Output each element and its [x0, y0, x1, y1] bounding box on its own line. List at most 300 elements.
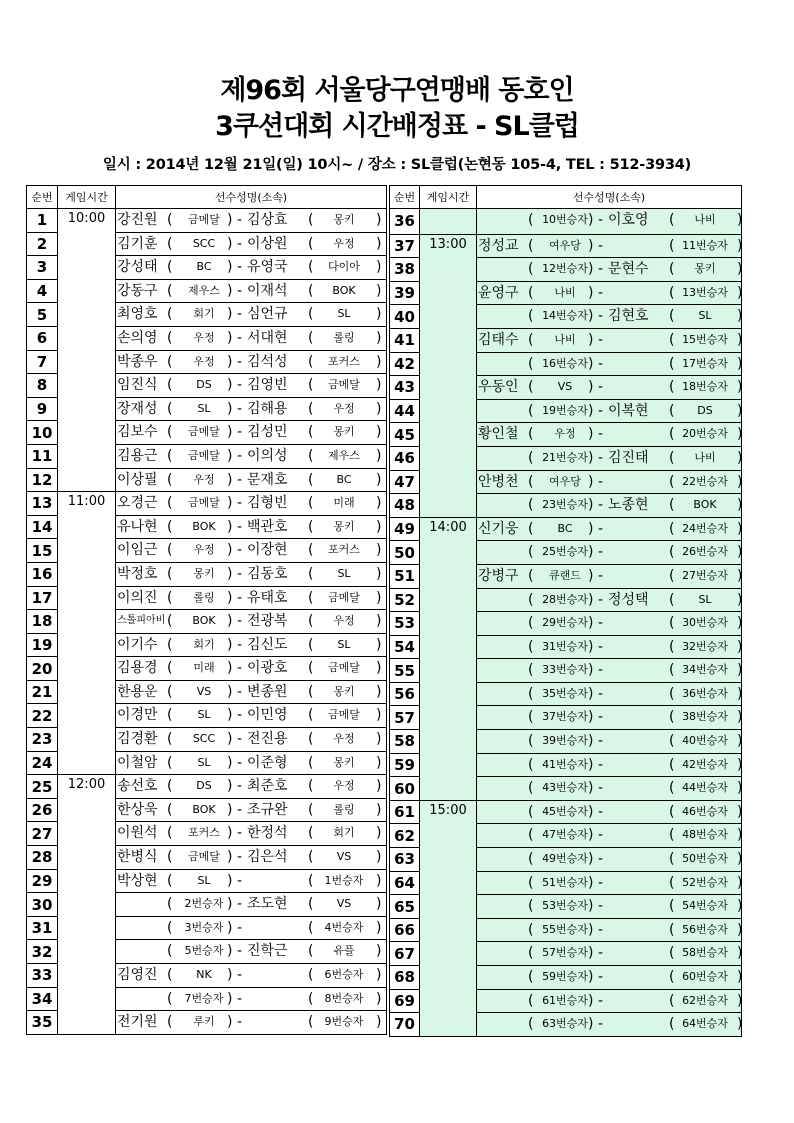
paren-close: ) — [737, 898, 743, 915]
match-players — [116, 444, 387, 468]
paren-close: ) — [737, 709, 743, 726]
player-2-club: 제우스 — [328, 448, 360, 462]
player-2-club: 몽키 — [333, 425, 355, 439]
player-1-name: 황인철 — [478, 426, 519, 443]
paren-open: ( — [167, 212, 173, 228]
match-number: 10 — [27, 421, 58, 445]
separator: - — [598, 308, 604, 325]
match-players — [477, 612, 742, 636]
paren-close: ) — [737, 591, 743, 608]
separator: - — [598, 212, 604, 228]
paren-open: ( — [669, 709, 675, 726]
paren-open: ( — [528, 355, 534, 372]
paren-close: ) — [588, 780, 594, 797]
match-number: 9 — [27, 397, 58, 421]
player-1-club: 나비 — [554, 332, 576, 346]
table-row — [390, 517, 742, 541]
separator: - — [598, 379, 604, 396]
player-2-club: 우정 — [333, 779, 355, 793]
paren-close: ) — [227, 282, 233, 299]
player-1-club: 35번승자 — [542, 686, 588, 700]
player-2-club: 15번승자 — [682, 332, 728, 346]
match-players — [116, 633, 387, 657]
separator: - — [237, 1014, 243, 1031]
player-2-club: 42번승자 — [682, 757, 728, 771]
player-2-club: 11번승자 — [682, 238, 728, 252]
player-1-club: 31번승자 — [542, 639, 588, 653]
match-number: 56 — [390, 682, 420, 706]
separator: - — [598, 733, 604, 750]
table-row — [27, 775, 387, 799]
table-row — [390, 800, 742, 824]
paren-close: ) — [376, 683, 382, 700]
player-1-name: 김용경 — [117, 660, 158, 677]
match-players — [116, 492, 387, 516]
player-2-name: 노종현 — [608, 497, 649, 514]
paren-close: ) — [227, 825, 233, 842]
paren-open: ( — [308, 896, 314, 913]
paren-close: ) — [588, 803, 594, 820]
schedule-table-right — [389, 185, 742, 1037]
table-row — [390, 209, 742, 235]
paren-open: ( — [167, 778, 173, 795]
match-players — [116, 539, 387, 563]
header-time: 게임시간 — [420, 186, 477, 209]
separator: - — [598, 945, 604, 962]
paren-open: ( — [308, 778, 314, 795]
player-2-club: 다이아 — [328, 260, 360, 274]
player-2-club: 6번승자 — [324, 968, 364, 981]
separator: - — [237, 329, 243, 346]
paren-close: ) — [588, 992, 594, 1009]
paren-close: ) — [737, 733, 743, 750]
player-2-club: SL — [337, 307, 351, 321]
player-1-name: 이원석 — [117, 825, 158, 842]
paren-close: ) — [376, 754, 382, 771]
paren-close: ) — [227, 353, 233, 370]
paren-open: ( — [308, 306, 314, 323]
paren-open: ( — [669, 662, 675, 679]
paren-open: ( — [528, 969, 534, 985]
separator: - — [237, 660, 243, 677]
paren-open: ( — [528, 709, 534, 726]
paren-close: ) — [227, 259, 233, 276]
player-2-club: 금메달 — [328, 378, 360, 392]
paren-open: ( — [669, 212, 675, 228]
paren-open: ( — [308, 518, 314, 535]
player-1-name: 한병식 — [117, 849, 158, 866]
match-number: 39 — [390, 281, 420, 305]
player-1-club: SL — [197, 755, 211, 769]
player-2-club: SL — [698, 592, 712, 606]
paren-close: ) — [737, 992, 743, 1009]
player-2-name: 유태호 — [247, 589, 288, 606]
match-players — [116, 279, 387, 303]
paren-close: ) — [376, 825, 382, 842]
player-1-club: SCC — [192, 732, 216, 746]
player-2-club: VS — [336, 850, 352, 864]
paren-close: ) — [737, 969, 743, 985]
player-1-club: 금메달 — [188, 850, 220, 864]
player-1-club: 12번승자 — [542, 262, 588, 276]
player-1-club: 59번승자 — [542, 970, 588, 983]
paren-close: ) — [227, 919, 233, 936]
separator: - — [598, 992, 604, 1009]
match-players — [116, 256, 387, 280]
match-players — [477, 328, 742, 352]
player-2-name: 김석성 — [247, 353, 288, 370]
player-2-name: 백관호 — [247, 518, 288, 535]
event-info: 일시 : 2014년 12월 21일(일) 10시~ / 장소 : SL클럽(논현동 105-4, TEL : 512-3934) — [102, 157, 692, 173]
paren-close: ) — [227, 778, 233, 795]
separator: - — [598, 355, 604, 372]
paren-open: ( — [669, 308, 675, 325]
match-players — [477, 635, 742, 659]
player-2-club: 유플 — [333, 944, 355, 958]
match-players — [477, 423, 742, 447]
player-1-club: 10번승자 — [542, 213, 588, 226]
paren-open: ( — [308, 259, 314, 276]
player-1-club: 19번승자 — [542, 403, 588, 417]
paren-close: ) — [227, 872, 233, 889]
match-players — [116, 940, 387, 964]
paren-close: ) — [588, 733, 594, 750]
paren-open: ( — [167, 235, 173, 252]
match-players — [477, 470, 742, 494]
player-2-club: 48번승자 — [682, 828, 728, 842]
match-number: 63 — [390, 848, 420, 872]
player-1-club: 회기 — [193, 307, 215, 321]
player-2-club: 40번승자 — [682, 734, 728, 748]
paren-close: ) — [588, 473, 594, 490]
match-players — [116, 232, 387, 256]
player-1-club: 37번승자 — [542, 710, 588, 724]
paren-open: ( — [308, 1014, 314, 1031]
player-2-club: 9번승자 — [324, 1015, 364, 1029]
player-1-name: 장재성 — [117, 400, 158, 417]
player-1-club: 금메달 — [188, 496, 220, 510]
player-2-club: 60번승자 — [682, 970, 728, 983]
match-number: 38 — [390, 258, 420, 282]
paren-open: ( — [308, 801, 314, 818]
paren-close: ) — [737, 284, 743, 301]
player-1-name: 박정호 — [117, 565, 158, 582]
player-1-club: 39번승자 — [542, 734, 588, 748]
player-2-club: 우정 — [333, 732, 355, 746]
player-1-club: SL — [197, 401, 211, 415]
match-number: 23 — [27, 728, 58, 752]
paren-close: ) — [227, 306, 233, 323]
paren-close: ) — [737, 756, 743, 773]
player-2-club: SL — [337, 566, 351, 580]
paren-open: ( — [308, 754, 314, 771]
paren-close: ) — [588, 544, 594, 561]
match-number: 69 — [390, 989, 420, 1013]
paren-open: ( — [669, 379, 675, 396]
separator: - — [237, 400, 243, 417]
paren-close: ) — [588, 969, 594, 985]
paren-open: ( — [308, 377, 314, 394]
player-1-club: 25번승자 — [542, 545, 588, 559]
paren-close: ) — [376, 400, 382, 417]
match-number: 29 — [27, 869, 58, 893]
separator: - — [237, 896, 243, 913]
separator: - — [598, 402, 604, 419]
paren-open: ( — [308, 282, 314, 299]
player-1-name: 오경근 — [117, 495, 158, 512]
match-players — [477, 895, 742, 919]
player-2-name: 문현수 — [608, 261, 649, 278]
player-1-club: 우정 — [193, 330, 215, 344]
paren-open: ( — [528, 379, 534, 396]
paren-close: ) — [588, 756, 594, 773]
paren-open: ( — [167, 400, 173, 417]
player-2-club: 우정 — [333, 401, 355, 415]
player-2-club: 30번승자 — [682, 616, 728, 630]
player-1-name: 강병구 — [478, 567, 519, 584]
paren-open: ( — [669, 591, 675, 608]
match-players — [116, 586, 387, 610]
separator: - — [598, 449, 604, 466]
paren-open: ( — [167, 329, 173, 346]
paren-close: ) — [588, 827, 594, 844]
player-1-club: 금메달 — [188, 448, 220, 462]
player-2-club: BOK — [693, 498, 717, 512]
match-number: 41 — [390, 328, 420, 352]
separator: - — [237, 967, 243, 983]
paren-close: ) — [737, 308, 743, 325]
match-number: 36 — [390, 209, 420, 235]
paren-close: ) — [737, 212, 743, 228]
paren-close: ) — [376, 943, 382, 960]
paren-close: ) — [737, 544, 743, 561]
paren-close: ) — [737, 497, 743, 514]
match-players — [116, 515, 387, 539]
match-number: 27 — [27, 822, 58, 846]
player-2-club: 몽키 — [333, 213, 355, 226]
match-number: 6 — [27, 326, 58, 350]
paren-open: ( — [669, 426, 675, 443]
player-1-club: 23번승자 — [542, 498, 588, 512]
player-1-club: 45번승자 — [542, 804, 588, 818]
match-number: 51 — [390, 564, 420, 588]
match-number: 32 — [27, 940, 58, 964]
paren-open: ( — [669, 733, 675, 750]
match-players — [477, 446, 742, 470]
match-number: 45 — [390, 423, 420, 447]
player-2-club: 36번승자 — [682, 686, 728, 700]
match-number: 62 — [390, 824, 420, 848]
paren-close: ) — [588, 898, 594, 915]
paren-open: ( — [669, 780, 675, 797]
player-1-name: 유나현 — [117, 518, 158, 535]
separator: - — [237, 636, 243, 653]
paren-open: ( — [528, 237, 534, 254]
separator: - — [598, 591, 604, 608]
player-2-club: 4번승자 — [324, 920, 364, 934]
match-players — [477, 376, 742, 400]
match-players — [116, 680, 387, 704]
paren-open: ( — [167, 754, 173, 771]
player-1-club: 우정 — [554, 427, 576, 441]
match-players — [116, 1011, 387, 1035]
match-number: 2 — [27, 232, 58, 256]
paren-close: ) — [227, 754, 233, 771]
paren-open: ( — [528, 780, 534, 797]
player-2-club: 20번승자 — [682, 427, 728, 441]
match-number: 16 — [27, 562, 58, 586]
separator: - — [598, 615, 604, 632]
match-number: 8 — [27, 374, 58, 398]
player-2-club: 56번승자 — [682, 922, 728, 936]
player-2-name: 김해용 — [247, 400, 288, 417]
player-1-name: 박종우 — [117, 353, 158, 370]
paren-close: ) — [588, 212, 594, 228]
player-2-club: SL — [698, 309, 712, 323]
paren-open: ( — [167, 565, 173, 582]
paren-close: ) — [376, 801, 382, 818]
paren-close: ) — [227, 943, 233, 960]
player-2-name: 변종원 — [247, 683, 288, 700]
paren-open: ( — [308, 660, 314, 677]
match-number: 26 — [27, 798, 58, 822]
player-1-club: 금메달 — [188, 213, 220, 226]
paren-close: ) — [227, 801, 233, 818]
player-1-name: 한용운 — [117, 683, 158, 700]
player-2-name: 조도현 — [247, 896, 288, 913]
player-1-club: 나비 — [554, 285, 576, 299]
paren-close: ) — [737, 261, 743, 278]
player-2-name: 이복현 — [608, 402, 649, 419]
match-number: 4 — [27, 279, 58, 303]
player-2-club: 포커스 — [328, 354, 360, 368]
match-number: 33 — [27, 964, 58, 988]
paren-open: ( — [528, 685, 534, 702]
player-1-club: 16번승자 — [542, 356, 588, 370]
player-2-club: 58번승자 — [682, 946, 728, 960]
separator: - — [237, 849, 243, 866]
match-number: 48 — [390, 494, 420, 518]
paren-close: ) — [227, 329, 233, 346]
match-number: 25 — [27, 775, 58, 799]
player-1-club: 29번승자 — [542, 616, 588, 630]
game-time: 12:00 — [58, 775, 116, 1035]
separator: - — [237, 424, 243, 441]
match-players — [116, 610, 387, 634]
paren-open: ( — [669, 638, 675, 655]
header-time: 게임시간 — [58, 186, 116, 209]
separator: - — [237, 731, 243, 748]
paren-open: ( — [669, 355, 675, 372]
paren-close: ) — [376, 636, 382, 653]
paren-close: ) — [588, 237, 594, 254]
separator: - — [237, 872, 243, 889]
match-players — [116, 775, 387, 799]
player-1-club: BOK — [192, 519, 216, 533]
player-1-club: SL — [197, 873, 211, 887]
match-number: 55 — [390, 659, 420, 683]
match-number: 21 — [27, 680, 58, 704]
paren-close: ) — [227, 212, 233, 228]
paren-close: ) — [588, 379, 594, 396]
player-1-name: 송선호 — [117, 778, 158, 795]
paren-close: ) — [588, 709, 594, 726]
paren-open: ( — [308, 565, 314, 582]
player-2-club: 13번승자 — [682, 285, 728, 299]
player-1-name: 강성태 — [117, 259, 158, 276]
player-1-club: 제우스 — [188, 283, 220, 297]
player-1-club: SCC — [192, 236, 216, 250]
match-players — [477, 682, 742, 706]
paren-close: ) — [737, 567, 743, 584]
separator: - — [237, 518, 243, 535]
separator: - — [598, 921, 604, 938]
player-2-club: 52번승자 — [682, 875, 728, 889]
player-1-club: 5번승자 — [184, 944, 224, 958]
paren-open: ( — [528, 638, 534, 655]
paren-close: ) — [588, 615, 594, 632]
player-1-club: 2번승자 — [184, 897, 224, 911]
player-1-name: 강진원 — [117, 212, 158, 228]
separator: - — [598, 331, 604, 348]
paren-close: ) — [227, 565, 233, 582]
match-number: 18 — [27, 610, 58, 634]
player-2-club: 17번승자 — [682, 356, 728, 370]
player-1-club: 47번승자 — [542, 828, 588, 842]
match-players — [477, 800, 742, 824]
paren-open: ( — [167, 471, 173, 488]
paren-close: ) — [737, 827, 743, 844]
player-2-name: 전광복 — [247, 613, 288, 630]
paren-close: ) — [588, 355, 594, 372]
paren-close: ) — [376, 495, 382, 512]
paren-close: ) — [737, 921, 743, 938]
player-1-club: 금메달 — [188, 425, 220, 439]
paren-open: ( — [167, 872, 173, 889]
paren-open: ( — [167, 377, 173, 394]
player-1-club: NK — [196, 968, 212, 981]
paren-close: ) — [376, 896, 382, 913]
player-1-name: 우동인 — [478, 379, 519, 396]
paren-close: ) — [227, 990, 233, 1007]
match-number: 14 — [27, 515, 58, 539]
separator: - — [237, 778, 243, 795]
match-players — [477, 517, 742, 541]
player-2-name: 김영빈 — [247, 377, 288, 394]
match-players — [116, 326, 387, 350]
paren-open: ( — [528, 497, 534, 514]
match-players — [477, 824, 742, 848]
paren-close: ) — [227, 849, 233, 866]
player-2-name: 문재호 — [247, 471, 288, 488]
match-number: 31 — [27, 916, 58, 940]
paren-close: ) — [376, 259, 382, 276]
match-number: 65 — [390, 895, 420, 919]
paren-close: ) — [737, 780, 743, 797]
paren-close: ) — [227, 400, 233, 417]
match-players — [116, 916, 387, 940]
match-number: 12 — [27, 468, 58, 492]
paren-open: ( — [167, 707, 173, 724]
paren-open: ( — [669, 615, 675, 632]
paren-open: ( — [167, 801, 173, 818]
paren-close: ) — [588, 638, 594, 655]
player-1-club: 53번승자 — [542, 899, 588, 913]
paren-close: ) — [376, 212, 382, 228]
player-1-club: 49번승자 — [542, 852, 588, 866]
player-1-club: BOK — [192, 614, 216, 628]
player-1-name: 이경만 — [117, 707, 158, 724]
